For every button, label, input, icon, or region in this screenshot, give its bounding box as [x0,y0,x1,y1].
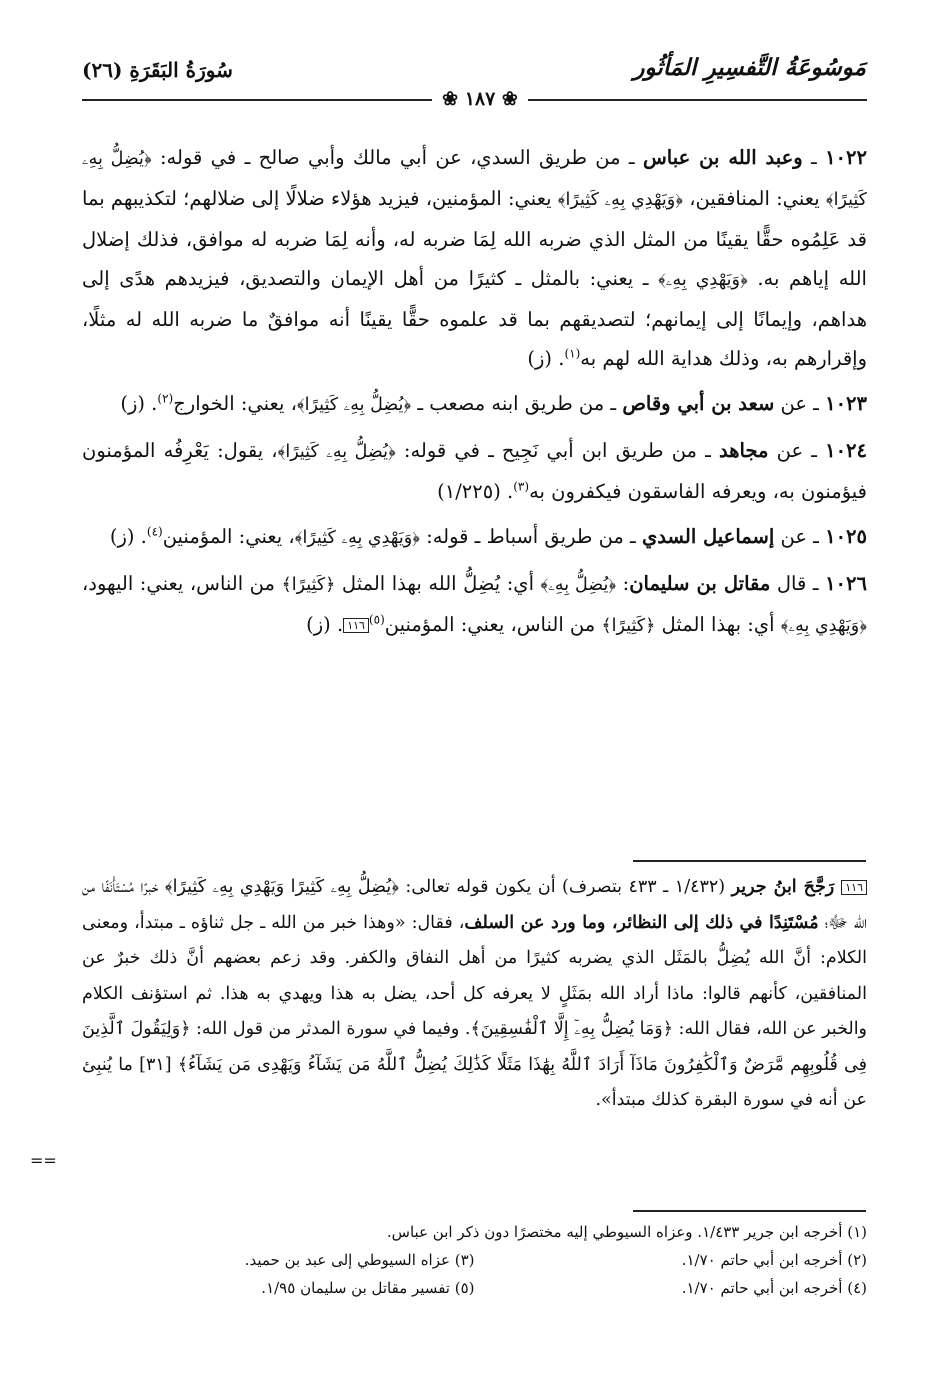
quran-quote: ﴿وَلِيَقُولَ ٱلَّذِينَ فِى قُلُوبِهِم مَّرَضٌ وَٱلْكَٰفِرُونَ مَاذَآ أَرَادَ ٱللَّهُ بِهَٰذَا مَثَلًا كَذَٰلِكَ يُضِلُّ ٱللَّهُ مَن يَشَآءُ وَيَهْدِى مَن يَشَآءُ﴾ [82,1019,867,1075]
footnote-2: (٢) أخرجه ابن أبي حاتم ١/٧٠. [681,1251,867,1269]
entry-1026 [82,564,867,646]
entry-text: من الناس، يعني: المؤمنين [384,613,602,636]
surah-label: سُورَةُ البَقَرَةِ (٢٦) [82,58,233,82]
note-bold: رَجَّحَ ابنُ جرير [731,877,842,897]
entry-end: . (ز) [306,613,344,636]
entry-text: ـ من طريق ابن أبي نَجِيح ـ في قوله: [395,439,719,462]
quran-quote: ﴿يُضِلُّ بِهِۦ كَثِيرًا﴾ [296,395,412,415]
entry-text: ـ قال [770,572,826,595]
commentary-number-box: ١١٦ [841,880,867,895]
commentary-ref-box[interactable]: ١١٦ [343,618,369,633]
footnote-ref[interactable]: (٢) [157,391,174,406]
narrator-name: مجاهد [718,439,769,462]
entry-1022 [82,138,867,378]
note-text: خبرًا مُسْتَأْنَفًا من الله ﷻ؛ [82,877,868,933]
quran-quote: ﴿وَيَهْدِي بِهِۦ كَثِيرًا﴾ [557,190,683,210]
footnote-ref[interactable]: (٥) [368,612,385,627]
quran-quote: ﴿وَيَهْدِي بِهِۦ﴾ [658,270,748,290]
entry-text: ـ من طريق أسباط ـ قوله: [419,525,642,548]
footnote-ref[interactable]: (٣) [513,479,530,494]
entry-text: ـ من طريق ابنه مصعب ـ [411,392,623,415]
footnote-separator [633,1210,866,1212]
footnotes [82,1218,867,1302]
entry-text: ـ [802,146,826,169]
quran-quote: ﴿يُضِلُّ بِهِۦ كَثِيرًا﴾ [82,149,868,210]
entry-text: يعني: المؤمنين، فيزيد هؤلاء ضلالًا إلى ضلالهم؛ لتكذيبهم بما قد عَلِمُوه حقًّا يقينًا من المثل الذي ضربه الله لِمَا ضربه له، وأنه لِمَا ضربه له موافق، فذلك إضلال الله إياهم به. [82,187,867,290]
entry-text: ـ عن [774,525,826,548]
entry-text: ، يقول: يَعْرِفُه المؤمنون فيؤمنون به، ويعرفه الفاسقون فيكفرون به [82,439,867,503]
quran-quote: ﴿وَمَا يُضِلُّ بِهِۦٓ إِلَّا ٱلْفَٰسِقِينَ﴾ [470,1019,673,1039]
entry-1024 [82,431,867,511]
entry-number: ١٠٢٥ [825,525,867,548]
continuation-mark: == [30,1151,57,1170]
entry-text: ـ عن [768,439,826,462]
narrator-name: إسماعيل السدي [641,525,775,548]
entry-1025 [82,517,867,558]
note-separator [633,860,866,862]
note-text: [٣١] ما يُنبِئ عن أنه في سورة البقرة كذلك مبتدأ». [82,1054,867,1110]
book-title: مَوسُوعَةُ التَّفسِيرِ المَأثُور [633,54,866,81]
footnote-1: (١) أخرجه ابن جرير ١/٤٣٣. وعزاه السيوطي إليه مختصرًا دون ذكر ابن عباس. [386,1223,867,1241]
note-text: ، فقال: «وهذا خبر من الله ـ جل ثناؤه ـ مبتدأ، ومعنى الكلام: أنَّ الله يُضِلُّ بالمَثَل الذي يضربه كثيرًا من أهل النفاق والكفر. وقد زعم بعضهم أنَّ ذلك خبرٌ عن المنافقين، كأنهم قالوا: ماذا أراد الله بمَثَلٍ لا يعرفه كل أحد، يضل به هذا ويهدي به هذا. ثم استؤنف الكلام والخبر عن الله، فقال الله: [82,912,868,1039]
entry-number: ١٠٢٣ [825,392,867,415]
entry-end: . (١/٢٢٥) [437,480,514,503]
entry-text: ـ من طريق السدي، عن أبي مالك وأبي صالح ـ في قوله: [151,146,643,169]
entry-text: ـ يعني: بالمثل ـ كثيرًا من أهل الإيمان والتصديق، فيزيدهم هدًى إلى هداهم، وإيمانًا إلى إيمانهم؛ لتصديقهم بما قد علموه حقًّا يقينًا أنه موافقٌ ما ضربه الله له مثلًا، وإقرارهم به، وذلك هداية الله لهم به [82,267,867,370]
entry-end: . (ز) [527,347,565,370]
entry-number: ١٠٢٦ [825,572,867,595]
narrator-name: مقاتل بن سليمان [629,572,771,595]
entry-text: يعني: المنافقين، [683,187,826,210]
entry-end: . (ز) [120,392,158,415]
quran-quote: ﴿يُضِلُّ بِهِۦ كَثِيرًا﴾ [277,442,396,462]
entry-number: ١٠٢٢ [825,146,867,169]
footnote-row [82,1274,867,1302]
entry-text: ـ عن [774,392,826,415]
note-text: . وفيما في سورة المدثر من قول الله: [190,1019,471,1039]
footnote-5: (٥) تفسير مقاتل بن سليمان ١/٩٥. [261,1279,475,1297]
footnote-3: (٣) عزاه السيوطي إلى عبد بن حميد. [244,1251,475,1269]
commentary-note [82,870,867,1119]
entry-text: ، يعني: الخوارج [173,392,297,415]
entry-text: أي: يُضِلُّ الله بهذا المثل [335,572,541,595]
quran-quote: ﴿كَثِيرًا﴾ [601,616,656,636]
quran-quote: ﴿يُضِلُّ بِهِۦ كَثِيرًا وَيَهْدِي بِهِۦ كَثِيرًا﴾ [164,877,399,897]
narrator-name: وعبد الله بن عباس [642,146,803,169]
quran-quote: ﴿كَثِيرًا﴾ [281,575,336,595]
main-text [82,138,867,652]
footnote-row [82,1246,867,1274]
footnote-ref[interactable]: (١) [564,346,581,361]
entry-1023 [82,384,867,425]
footnote-4: (٤) أخرجه ابن أبي حاتم ١/٧٠. [681,1279,867,1297]
quran-quote: ﴿وَيَهْدِي بِهِۦ كَثِيرًا﴾ [294,528,420,548]
narrator-name: سعد بن أبي وقاص [622,392,775,415]
quran-quote: ﴿يُضِلُّ بِهِۦ﴾ [540,575,617,595]
entry-end: . (ز) [109,525,147,548]
entry-text: من الناس، يعني: اليهود، [82,572,282,595]
entry-text: ، يعني: المؤمنين [162,525,295,548]
footnote-ref[interactable]: (٤) [146,524,163,539]
note-bold: مُسْتَنِدًا في ذلك إلى النظائر، وما ورد عن السلف [464,912,819,933]
entry-text: أي: بهذا المثل [655,613,781,636]
entry-text: : [616,572,630,595]
entry-number: ١٠٢٤ [825,439,867,462]
page-number: ❀ ١٨٧ ❀ [432,88,528,110]
quran-quote: ﴿وَيَهْدِي بِهِۦ﴾ [780,616,867,636]
note-text: (١/٤٣٢ ـ ٤٣٣ بتصرف) أن يكون قوله تعالى: [398,877,732,897]
